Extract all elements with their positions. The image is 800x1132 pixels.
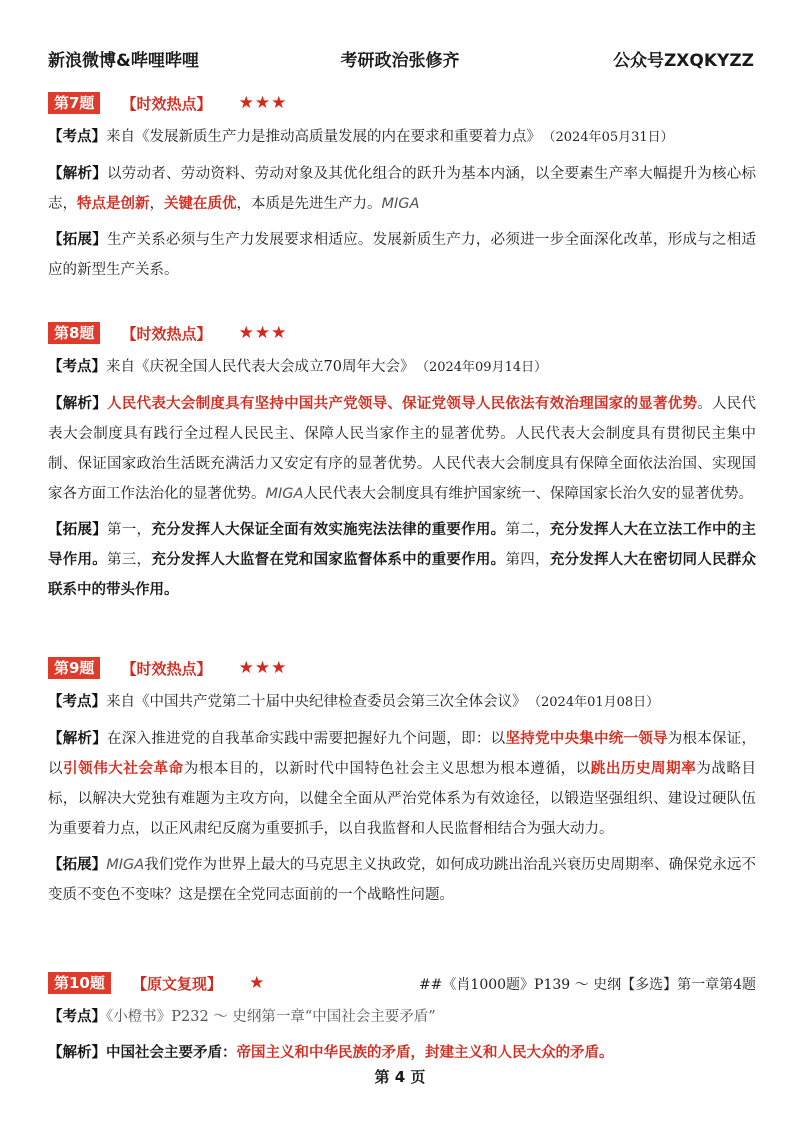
kaodian-tag: 【考点】 — [48, 694, 106, 710]
tuozhan-tag: 【拓展】 — [48, 522, 108, 538]
jiexi-paragraph — [48, 724, 756, 844]
kaodian-tag: 【考点】 — [48, 1009, 106, 1025]
tuozhan-tag: 【拓展】 — [48, 857, 107, 873]
question-type: 【时效热点】 — [121, 94, 212, 113]
bold-text: 中国社会主要矛盾： — [106, 1045, 237, 1061]
jiexi-text: ，本质是先进生产力。 — [236, 196, 382, 212]
question-10-header — [48, 972, 756, 996]
tuozhan-text: 第三， — [107, 552, 152, 568]
page-header — [40, 46, 760, 76]
jiexi-paragraph — [48, 159, 756, 219]
star-rating: ★ — [249, 973, 266, 993]
question-9-header — [48, 657, 756, 681]
page-number: 第 4 页 — [374, 1068, 426, 1086]
question-7-header — [48, 92, 756, 116]
tuozhan-paragraph — [48, 850, 756, 910]
kaodian-text: 《小橙书》P232 ～ 史纲第一章“中国社会主要矛盾” — [106, 1009, 436, 1025]
star-rating: ★★★ — [238, 93, 288, 113]
jiexi-text: 为根本目的，以新时代中国特色社会主义思想为根本遵循，以 — [183, 761, 591, 777]
highlight-text: 人民代表大会制度具有坚持中国共产党领导、保证党领导人民依法有效治理国家的显著优势 — [107, 396, 698, 412]
tuozhan-text: 第四， — [505, 552, 550, 568]
jiexi-tag: 【解析】 — [48, 1045, 106, 1061]
question-8-header — [48, 322, 756, 346]
jiexi-text: ， — [149, 196, 164, 212]
highlight-text: 跳出历史周期率 — [590, 761, 697, 777]
highlight-text: 特点是创新 — [77, 196, 150, 212]
highlight-text: 坚持党中央集中统一领导 — [505, 731, 668, 747]
question-9 — [48, 657, 756, 916]
miga-mark: MIGA — [106, 857, 145, 873]
tuozhan-text: 第二， — [505, 522, 550, 538]
tuozhan-text: 第一， — [107, 522, 152, 538]
jiexi-text: 在深入推进党的自我革命实践中需要把握好九个问题，即：以 — [107, 731, 506, 747]
question-type: 【原文复现】 — [131, 974, 222, 993]
miga-mark: MIGA — [265, 486, 304, 502]
jiexi-text: 为战略目标，以解决大党独有难题为主攻方向，以健全全面从严治党体系为有效途径，以锻造坚强组织、建设过硬队伍为重要着力点，以正风肃纪反腐为重要抓手，以自我监督和人民监督相结合为强大动力。 — [48, 761, 757, 837]
highlight-text: 帝国主义和中华民族的矛盾，封建主义和人民大众的矛盾。 — [236, 1045, 614, 1061]
kaodian-text: 来自《庆祝全国人民代表大会成立70周年大会》 — [106, 359, 415, 375]
kaodian-paragraph — [48, 352, 756, 383]
question-number: 第9题 — [48, 657, 100, 679]
kaodian-paragraph — [48, 687, 756, 718]
kaodian-text: 来自《发展新质生产力是推动高质量发展的内在要求和重要着力点》 — [106, 129, 541, 145]
bold-text: 充分发挥人大在立法工作中的主导作用。 — [48, 522, 757, 568]
question-10 — [48, 972, 756, 1074]
star-rating: ★★★ — [238, 658, 288, 678]
question-type: 【时效热点】 — [121, 324, 212, 343]
tuozhan-text: 生产关系必须与生产力发展要求相适应。发展新质生产力，必须进一步全面深化改革，形成与之相适应的新型生产关系。 — [48, 232, 757, 278]
highlight-text: 关键在质优 — [164, 196, 237, 212]
kaodian-tag: 【考点】 — [48, 359, 106, 375]
tuozhan-text: 我们党作为世界上最大的马克思主义执政党，如何成功跳出治乱兴衰历史周期率、确保党永远不变质不变色不变味？这是摆在全党同志面前的一个战略性问题。 — [48, 857, 756, 903]
question-7 — [48, 92, 756, 291]
bold-text: 充分发挥人大在密切同人民群众联系中的带头作用。 — [48, 552, 757, 598]
kaodian-tag: 【考点】 — [48, 129, 106, 145]
question-number: 第10题 — [48, 972, 111, 994]
star-rating: ★★★ — [238, 323, 288, 343]
question-8 — [48, 322, 756, 611]
question-number: 第7题 — [48, 92, 100, 114]
question-type: 【时效热点】 — [121, 659, 212, 678]
question-number: 第8题 — [48, 322, 100, 344]
question-reference: ##《肖1000题》P139 ～ 史纲【多选】第一章第4题 — [418, 977, 756, 993]
kaodian-paragraph — [48, 1002, 756, 1032]
kaodian-text: 来自《中国共产党第二十届中央纪律检查委员会第三次全体会议》 — [106, 694, 527, 710]
jiexi-tag: 【解析】 — [48, 731, 108, 747]
jiexi-paragraph — [48, 1038, 756, 1068]
kaodian-paragraph — [48, 122, 756, 153]
miga-mark: MIGA — [381, 196, 420, 212]
highlight-text: 引领伟大社会革命 — [63, 761, 184, 777]
tuozhan-tag: 【拓展】 — [48, 232, 108, 248]
header-left: 新浪微博&哔哩哔哩 — [48, 51, 199, 71]
jiexi-text: 。人民代表大会制度具有践行全过程人民民主、保障人民当家作主的显著优势。人民代表大会制度具有贯彻民主集中制、保证国家政治生活既充满活力又安定有序的显著优势。人民代表大会制度具有保障全面依法治国、实现国家各方面工作法治化的显著优势。 — [48, 396, 757, 502]
bold-text: 充分发挥人大监督在党和国家监督体系中的重要作用。 — [151, 552, 506, 568]
jiexi-tag: 【解析】 — [48, 396, 108, 412]
tuozhan-paragraph — [48, 515, 756, 605]
jiexi-text: 人民代表大会制度具有维护国家统一、保障国家长治久安的显著优势。 — [303, 486, 753, 502]
jiexi-paragraph — [48, 389, 756, 509]
header-center: 考研政治张修齐 — [340, 51, 460, 71]
kaodian-date: （2024年09月14日） — [422, 360, 548, 375]
kaodian-date: （2024年01月08日） — [534, 695, 660, 710]
jiexi-text: 为根本保证，以 — [48, 731, 757, 777]
jiexi-tag: 【解析】 — [48, 166, 108, 182]
kaodian-date: （2024年05月31日） — [549, 130, 674, 145]
bold-text: 充分发挥人大保证全面有效实施宪法法律的重要作用。 — [151, 522, 506, 538]
jiexi-text: 以劳动者、劳动资料、劳动对象及其优化组合的跃升为基本内涵，以全要素生产率大幅提升为核心标志， — [48, 166, 757, 212]
header-right: 公众号ZXQKYZZ — [612, 51, 754, 71]
tuozhan-paragraph — [48, 225, 756, 285]
